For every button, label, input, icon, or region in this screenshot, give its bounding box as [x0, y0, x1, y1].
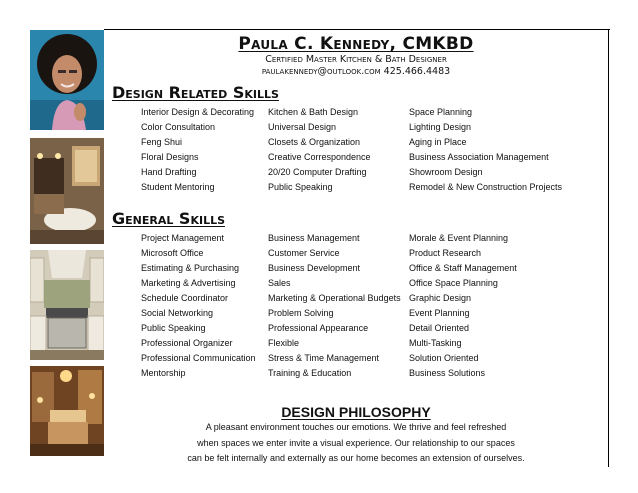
skill-item: Space Planning [409, 107, 473, 117]
header-rule [104, 29, 610, 30]
design-skills-col-1 [141, 105, 254, 195]
skill-item: Closets & Organization [268, 137, 361, 147]
skill-item: Creative Correspondence [268, 152, 371, 162]
skill-item: Event Planning [409, 308, 470, 318]
skill-item: Morale & Event Planning [409, 233, 509, 243]
skill-item: Kitchen & Bath Design [268, 107, 359, 117]
kitchen-photo [30, 250, 104, 360]
skill-item: Interior Design & Decorating [141, 107, 255, 117]
right-border [608, 29, 609, 467]
resume-header [104, 34, 608, 78]
skill-item: Showroom Design [409, 167, 483, 177]
skill-item: Schedule Coordinator [141, 293, 229, 303]
philosophy-line: A pleasant environment touches our emotions. We thrive and feel refreshed [205, 422, 507, 432]
skill-item: Graphic Design [409, 293, 472, 303]
design-philosophy [104, 404, 608, 467]
skill-item: Solution Oriented [409, 353, 479, 363]
candidate-title: Certified Master Kitchen & Bath Designer [265, 54, 447, 65]
skill-item: Customer Service [268, 248, 340, 258]
skill-item: 20/20 Computer Drafting [268, 167, 367, 177]
skill-item: Floral Designs [141, 152, 199, 162]
skill-item: Office & Staff Management [409, 263, 517, 273]
skill-item: Student Mentoring [141, 182, 215, 192]
bathroom-photo [30, 138, 104, 244]
bedroom-photo [30, 366, 104, 456]
skill-item: Sales [268, 278, 291, 288]
skill-item: Business Development [268, 263, 361, 273]
skill-item: Business Solutions [409, 368, 486, 378]
skill-item: Remodel & New Construction Projects [409, 182, 563, 192]
skill-item: Microsoft Office [141, 248, 204, 258]
philosophy-line: when spaces we enter invite a visual experience. Our relationship to our spaces [197, 437, 515, 448]
general-skills-col-1 [141, 231, 256, 381]
skill-item: Professional Organizer [141, 338, 233, 348]
skill-item: Feng Shui [141, 137, 183, 147]
skill-item: Marketing & Operational Budgets [268, 293, 401, 303]
philosophy-title: DESIGN PHILOSOPHY [281, 404, 431, 420]
skill-item: Stress & Time Management [268, 353, 380, 363]
skill-item: Estimating & Purchasing [141, 263, 240, 273]
skill-item: Multi-Tasking [409, 338, 462, 348]
design-skills-col-3 [409, 105, 562, 195]
skill-item: Hand Drafting [141, 167, 197, 177]
skill-item: Business Association Management [409, 152, 549, 162]
skill-item: Office Space Planning [409, 278, 498, 288]
skill-item: Professional Appearance [268, 323, 369, 333]
skill-item: Lighting Design [409, 122, 472, 132]
skill-item: Marketing & Advertising [141, 278, 236, 288]
general-skills-col-3 [409, 231, 517, 381]
skill-item: Business Management [268, 233, 360, 243]
portrait-photo [30, 30, 104, 130]
skill-item: Universal Design [268, 122, 337, 132]
general-skills-heading: General Skills [112, 209, 226, 228]
skill-item: Public Speaking [268, 182, 333, 192]
skill-item: Detail Oriented [409, 323, 470, 333]
skill-item: Color Consultation [141, 122, 216, 132]
candidate-name: Paula C. Kennedy, CMKBD [238, 34, 474, 54]
design-skills-col-2 [268, 105, 371, 195]
skill-item: Training & Education [268, 368, 352, 378]
skill-item: Mentorship [141, 368, 186, 378]
skill-item: Social Networking [141, 308, 214, 318]
contact-line: paulakennedy@outlook.com 425.466.4483 [261, 66, 451, 77]
skill-item: Product Research [409, 248, 482, 258]
skill-item: Aging in Place [409, 137, 467, 147]
general-skills-col-2 [268, 231, 401, 381]
skill-item: Problem Solving [268, 308, 334, 318]
skill-item: Project Management [141, 233, 225, 243]
skill-item: Professional Communication [141, 353, 256, 363]
skill-item: Public Speaking [141, 323, 206, 333]
design-skills-heading: Design Related Skills [112, 83, 279, 102]
skill-item: Flexible [268, 338, 300, 348]
philosophy-line: can be felt internally and externally as our home becomes an extension of ourselves. [187, 453, 525, 463]
